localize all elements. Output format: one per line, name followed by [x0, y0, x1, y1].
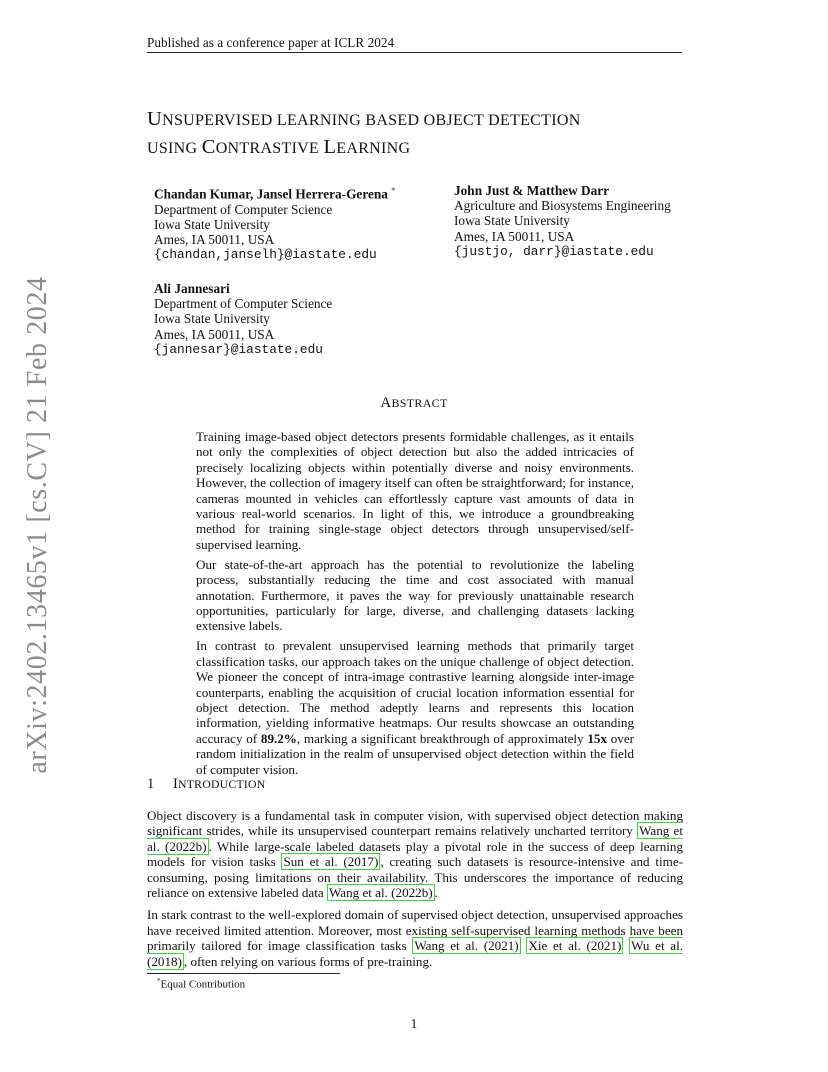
page-number: 1: [410, 1016, 418, 1031]
body-paragraph: Object discovery is a fundamental task in computer vision, with supervised object detection making significant strides, while its unsupervised counterpart remains relatively uncharted territory Wang et al. (2022b) . While large-scale labeled datasets play a pivotal role in the success of deep learning models for vision tasks Sun et al. (2017) , creating such datasets is resource-intensive and time-consuming, posing limitations on their availability. This underscores the importance of reducing reliance on extensive labeled data Wang et al. (2022b) .: [147, 808, 683, 901]
title-line-2: USING CONTRASTIVE LEARNING: [147, 136, 411, 158]
abstract-paragraph: Training image-based object detectors presents formidable challenges, as it entails not only the complexities of object detection but also the added intricacies of precisely localizing objects within potentially diverse and noisy environments. However, the collection of imagery itself can often be straightforward; for instance, cameras mounted in vehicles can effortlessly capture vast amounts of data in various real-world scenarios. In light of this, we introduce a groundbreaking method for training single-stage object detectors through unsupervised/self-supervised learning.: [196, 429, 634, 552]
author-email: {jannesar}@iastate.edu: [154, 341, 323, 357]
footnote-rule: [147, 973, 340, 974]
title-line-1: UNSUPERVISED LEARNING BASED OBJECT DETECTION: [147, 108, 581, 130]
citation-link[interactable]: Wang et al. (2022b): [147, 823, 683, 854]
author-email: {chandan,janselh}@iastate.edu: [154, 247, 377, 263]
author-address: Ames, IA 50011, USA: [454, 228, 575, 244]
footnote: *Equal Contribution: [157, 977, 246, 991]
author-dept: Department of Computer Science: [154, 201, 333, 217]
header-rule: [147, 52, 682, 53]
author-email: {justjo, darr}@iastate.edu: [454, 243, 654, 259]
citation-link[interactable]: Wu et al. (2018): [147, 938, 683, 969]
author-names: Chandan Kumar, Jansel Herrera-Gerena: [154, 186, 388, 202]
author-block-1: [154, 183, 395, 262]
author-dept: Agriculture and Biosystems Engineering: [454, 198, 671, 214]
citation-link[interactable]: Sun et al. (2017): [283, 854, 379, 870]
body-paragraph: In stark contrast to the well-explored domain of supervised object detection, unsupervised approaches have received limited attention. Moreover, most existing self-supervised learning methods have been primarily tailored for image classification tasks Wang et al. (2021) Xie et al. (2021) Wu et al. (2018) , often relying on various forms of pre-training.: [147, 907, 683, 969]
equal-contribution-mark: *: [391, 186, 396, 195]
author-univ: Iowa State University: [154, 311, 270, 327]
abstract-body: [196, 429, 634, 781]
accuracy-value: 89.2%: [260, 730, 297, 746]
arxiv-stamp-text[interactable]: arXiv:2402.13465v1 [cs.CV] 21 Feb 2024: [22, 276, 53, 774]
introduction-body: [147, 808, 683, 976]
abstract-heading: ABSTRACT: [380, 395, 448, 411]
improvement-factor: 15x: [587, 730, 607, 746]
author-names: John Just & Matthew Darr: [454, 183, 610, 198]
citation-link[interactable]: Wang et al. (2021): [414, 938, 519, 954]
abstract-paragraph: Our state-of-the-art approach has the potential to revolutionize the labeling process, substantially reducing the time and cost associated with manual annotation. Furthermore, it paves the way for previously unattainable research opportunities, particularly for large, diverse, and challenging datasets lacking extensive labels.: [196, 556, 634, 634]
author-dept: Department of Computer Science: [154, 296, 333, 312]
abstract-paragraph: In contrast to prevalent unsupervised learning methods that primarily target classification tasks, our approach takes on the unique challenge of object detection. We pioneer the concept of intra-image contrastive learning alongside inter-image counterparts, enabling the acquisition of crucial location information essential for object detection. The method adeptly learns and represents this location information, yielding informative heatmaps. Our results showcase an outstanding accuracy of 89.2%, marking a significant breakthrough of approximately 15x over random initialization in the realm of unsupervised object detection within the field of computer vision.: [196, 638, 634, 777]
citation-link[interactable]: Xie et al. (2021): [528, 938, 622, 954]
paper-title: [147, 106, 707, 162]
author-univ: Iowa State University: [154, 216, 270, 232]
section-heading-introduction: 1 INTRODUCTION: [147, 776, 266, 792]
author-names: Ali Jannesari: [154, 281, 230, 296]
author-address: Ames, IA 50011, USA: [154, 326, 275, 342]
author-address: Ames, IA 50011, USA: [154, 232, 275, 248]
running-header: Published as a conference paper at ICLR 2024: [147, 35, 395, 50]
author-block-2: [454, 183, 671, 259]
author-block-3: [154, 281, 332, 357]
citation-link[interactable]: Wang et al. (2022b): [328, 885, 433, 901]
author-univ: Iowa State University: [454, 213, 570, 229]
